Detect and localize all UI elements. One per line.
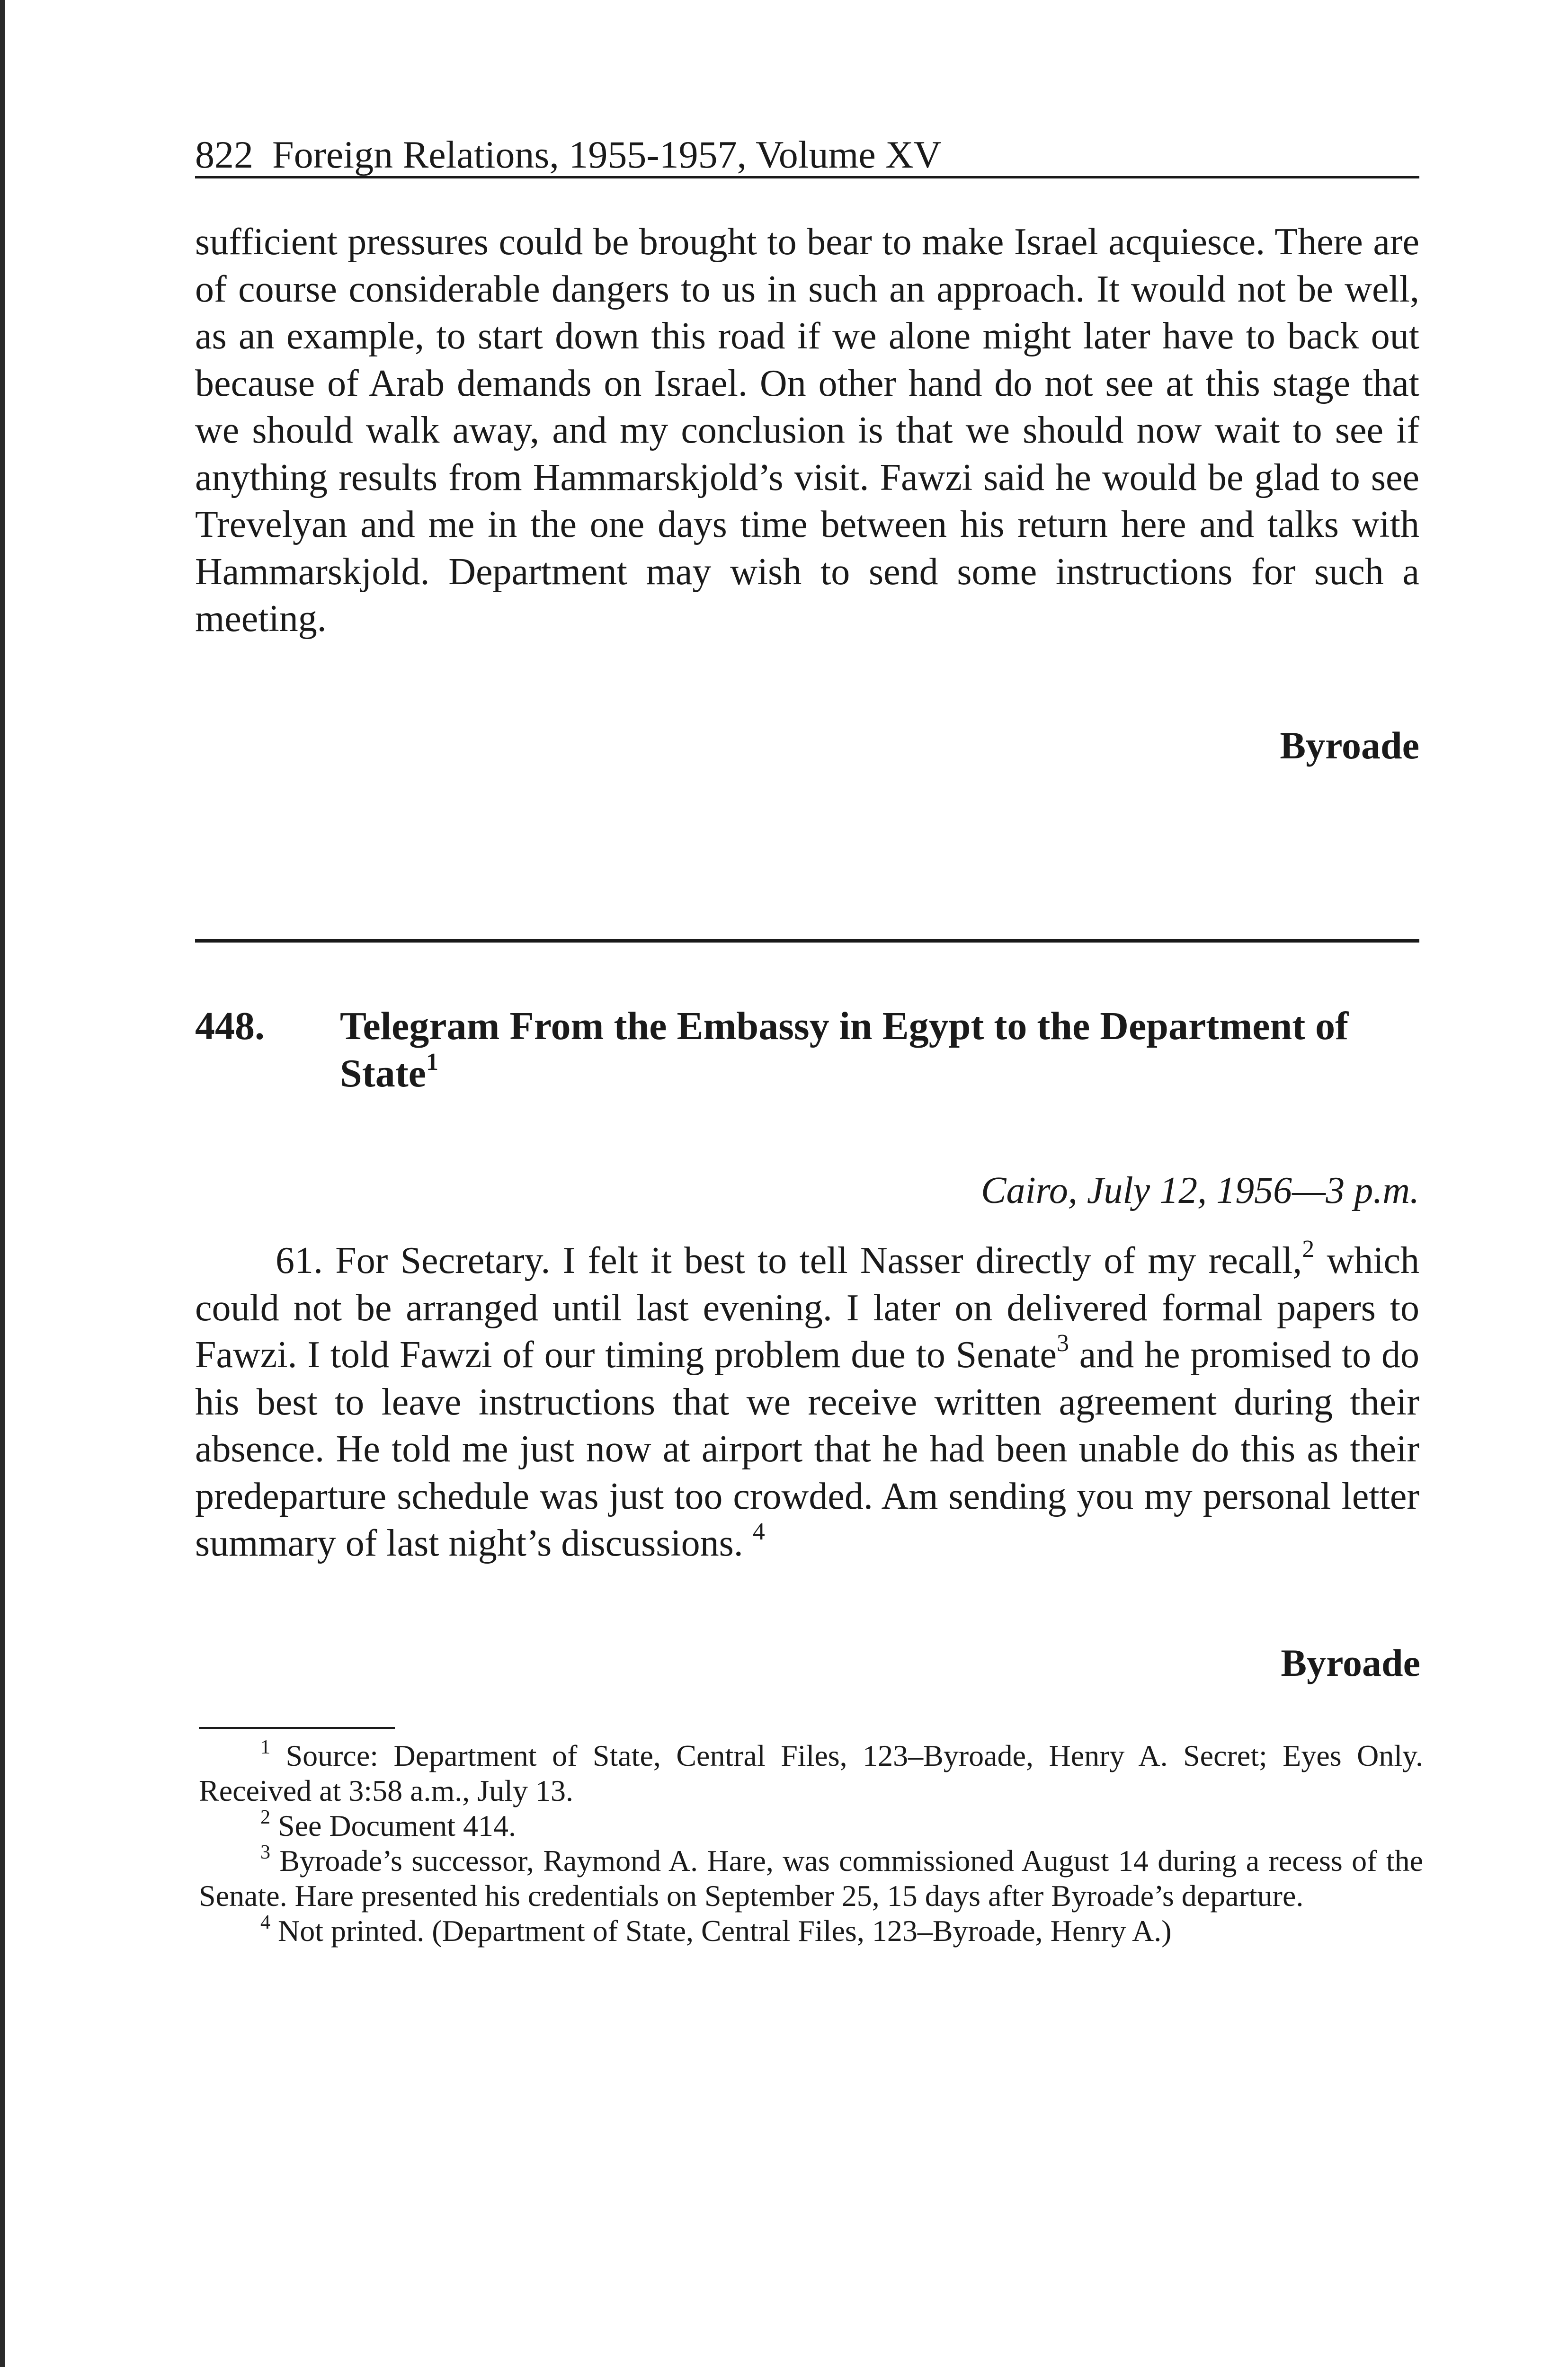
footnote-ref-3: 3 <box>1056 1330 1069 1357</box>
telegram-body-part-2: which could not be arranged until last evening. I later on delivered formal papers to Fawzi. I told Fawzi of our timing problem due to Senate <box>195 1240 1419 1376</box>
telegram-body-part-1: 61. For Secretary. I felt it best to tell Nasser directly of my recall, <box>276 1240 1302 1281</box>
scan-edge <box>0 0 5 2367</box>
footnote-text: See Document 414. <box>278 1809 516 1842</box>
signature-byroade-2: Byroade <box>1281 1641 1420 1684</box>
footnote-3 <box>199 1843 1423 1913</box>
footnote-text: Not printed. (Department of State, Central Files, 123–Byroade, Henry A.) <box>278 1914 1172 1948</box>
document-number: 448. <box>195 1004 265 1048</box>
document-title-text: Telegram From the Embassy in Egypt to the Department of State <box>340 1004 1349 1095</box>
dateline: Cairo, July 12, 1956—3 p.m. <box>981 1170 1419 1211</box>
page-number: 822 <box>195 133 253 176</box>
continuation-paragraph: sufficient pressures could be brought to bear to make Israel acquiesce. There are of course considerable dangers to us in such an approach. It would not be well, as an example, to start down this road if we alone might later have to back out because of Arab demands on Israel. On other hand do not see at this stage that we should walk away, and my conclusion is that we should now wait to see if anything results from Hammarskjold’s visit. Fawzi said he would be glad to see Trevelyan and me in the one days time between his return here and talks with Hammarskjold. Department may wish to send some instructions for such a meeting. <box>195 221 1419 640</box>
footnote-rule <box>199 1727 395 1729</box>
footnote-1 <box>199 1738 1423 1808</box>
footnote-2 <box>199 1808 1423 1843</box>
footnote-mark: 1 <box>260 1736 270 1758</box>
section-divider <box>195 939 1419 943</box>
footnote-mark: 3 <box>260 1841 270 1863</box>
telegram-body-part-3: and he promised to do his best to leave instructions that we receive written agreement during their absence. He told me just now at airport that he had been unable do this as their predeparture schedule was just too crowded. Am sending you my personal letter summary of last night’s discussions. <box>195 1334 1419 1564</box>
telegram-body <box>195 1237 1419 1567</box>
running-header <box>195 133 1419 180</box>
title-footnote-ref: 1 <box>426 1049 438 1076</box>
header-rule <box>195 176 1419 178</box>
signature-byroade-1: Byroade <box>1280 724 1419 767</box>
footnotes <box>199 1738 1423 1949</box>
volume-title: Foreign Relations, 1955-1957, Volume XV <box>272 133 942 176</box>
footnote-ref-2: 2 <box>1302 1236 1315 1263</box>
document-title <box>340 1003 1424 1097</box>
footnote-text: Source: Department of State, Central Files, 123–Byroade, Henry A. Secret; Eyes Only. Received at 3:58 a.m., July 13. <box>199 1739 1424 1807</box>
footnote-ref-4: 4 <box>752 1518 765 1546</box>
footnote-4 <box>199 1913 1423 1949</box>
footnote-mark: 2 <box>260 1806 270 1828</box>
footnote-text: Byroade’s successor, Raymond A. Hare, was commissioned August 14 during a recess of the Senate. Hare presented his credentials on September 25, 15 days after Byroade’s departure. <box>199 1844 1424 1913</box>
footnote-mark: 4 <box>260 1911 270 1933</box>
